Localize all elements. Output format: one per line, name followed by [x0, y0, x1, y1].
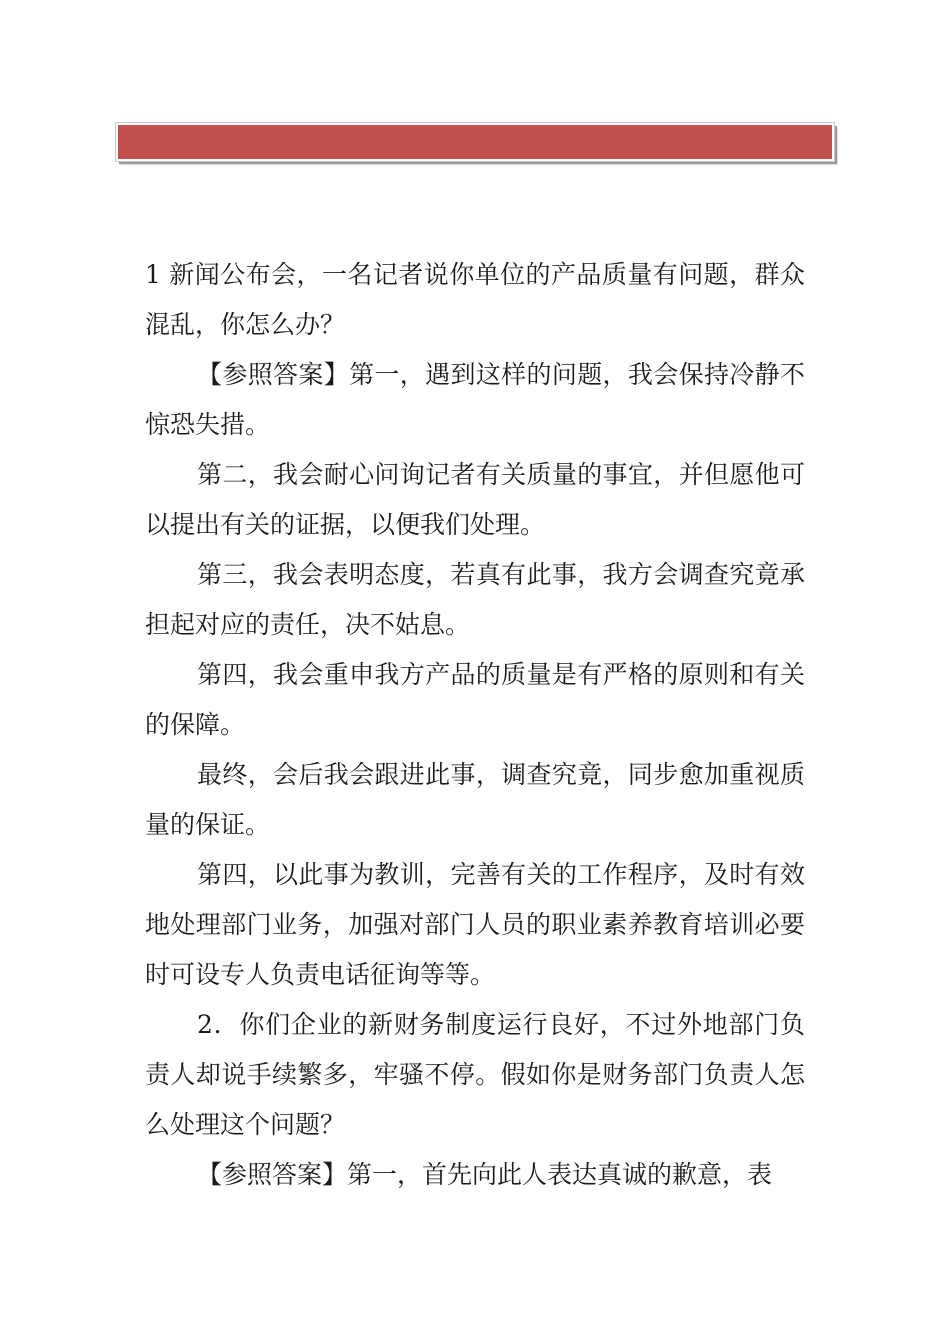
paragraph-question-2: 2．你们企业的新财务制度运行良好，不过外地部门负责人却说手续繁多，牢骚不停。假如你是财务部门负责人怎么处理这个问题？ [145, 1010, 805, 1139]
paragraph-question-1: 1 新闻公布会，一名记者说你单位的产品质量有问题，群众混乱，你怎么办？ [145, 260, 805, 339]
paragraph-answer-1-fourth-b: 第四，以此事为教训，完善有关的工作程序，及时有效地处理部门业务，加强对部门人员的职业素养教育培训必要时可设专人负责电话征询等等。 [145, 860, 805, 989]
document-body [145, 250, 805, 1200]
paragraph-answer-2-intro: 【参照答案】第一，首先向此人表达真诚的歉意，表 [197, 1160, 773, 1189]
paragraph-answer-1-intro: 【参照答案】第一，遇到这样的问题，我会保持冷静不惊恐失措。 [145, 360, 805, 439]
paragraph-answer-1-third: 第三，我会表明态度，若真有此事，我方会调查究竟承担起对应的责任，决不姑息。 [145, 560, 805, 639]
paragraph-answer-1-second: 第二，我会耐心问询记者有关质量的事宜，并但愿他可以提出有关的证据，以便我们处理。 [145, 460, 805, 539]
header-banner [116, 123, 834, 161]
paragraph-answer-1-fourth: 第四，我会重申我方产品的质量是有严格的原则和有关的保障。 [145, 660, 805, 739]
paragraph-answer-1-final: 最终，会后我会跟进此事，调查究竟，同步愈加重视质量的保证。 [145, 760, 805, 839]
